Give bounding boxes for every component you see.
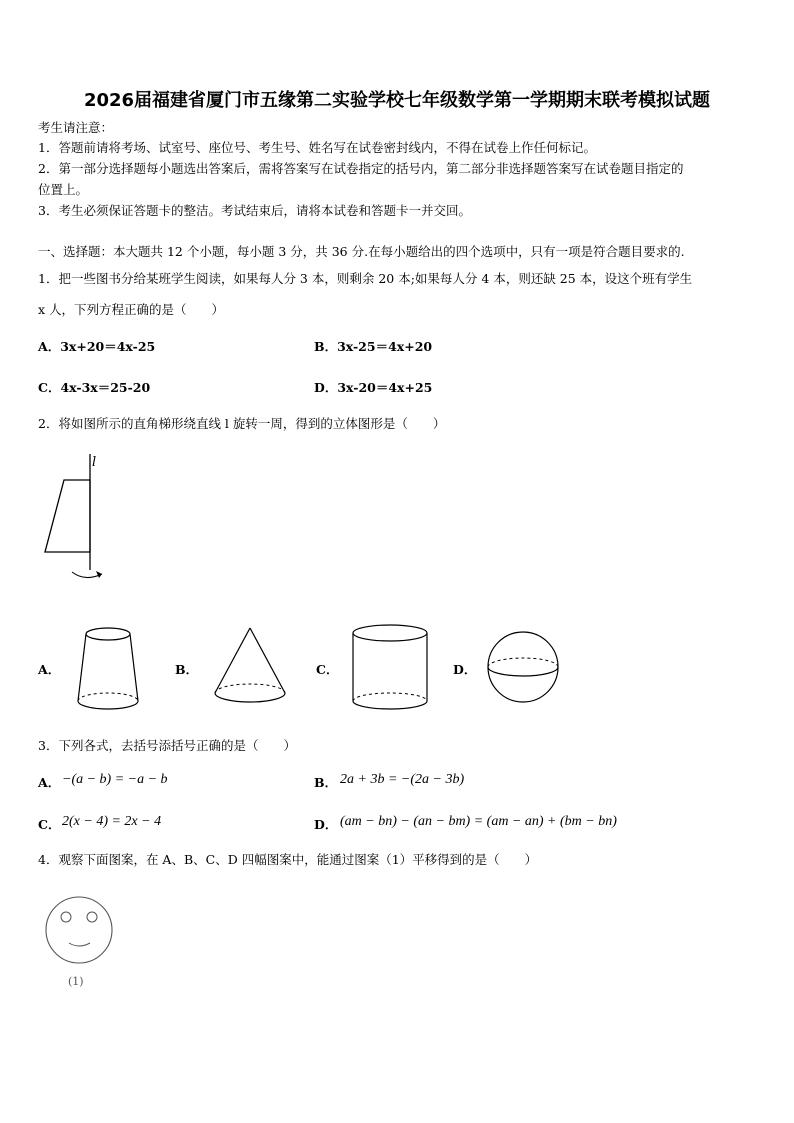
section-heading: 一、选择题：本大题共 12 个小题，每小题 3 分，共 36 分.在每小题给出的四个选项中，只有一项是符合题目要求的. bbox=[38, 244, 685, 259]
question-3-option-a-label: A． bbox=[38, 775, 61, 790]
question-3-stem: 3．下列各式，去括号添括号正确的是（ ） bbox=[38, 738, 296, 753]
notice-item-2: 2．第一部分选择题每小题选出答案后，需将答案写在试卷指定的括号内，第二部分非选择题答案写在试卷题目指定的 bbox=[38, 161, 684, 176]
question-2-stem: 2．将如图所示的直角梯形绕直线 l 旋转一周，得到的立体图形是（ ） bbox=[38, 416, 446, 431]
question-2-option-d-label: D． bbox=[453, 662, 477, 677]
question-3-option-d-label: D． bbox=[314, 817, 338, 832]
page-title: 2026届福建省厦门市五缘第二实验学校七年级数学第一学期期末联考模拟试题 bbox=[83, 90, 711, 111]
cylinder-figure bbox=[350, 623, 430, 715]
question-1-stem-cont: x 人，下列方程正确的是（ ） bbox=[38, 302, 225, 317]
question-2-option-a-label: A． bbox=[38, 662, 61, 677]
question-3-option-b-label: B． bbox=[314, 775, 338, 790]
notice-item-3: 3．考生必须保证答题卡的整洁。考试结束后，请将本试卷和答题卡一并交回。 bbox=[38, 203, 471, 218]
question-1-option-b: B．3x-25＝4x+20 bbox=[314, 339, 433, 354]
figure-1-label: (1) bbox=[68, 975, 84, 988]
question-1-option-a: A．3x+20＝4x-25 bbox=[38, 339, 156, 354]
question-1-option-c: C．4x-3x＝25-20 bbox=[38, 380, 151, 395]
notice-item-2-cont: 位置上。 bbox=[38, 182, 89, 197]
frustum-figure bbox=[75, 625, 141, 717]
question-3-option-b: 2a + 3b = −(2a − 3b) bbox=[340, 772, 465, 787]
smiley-face-figure bbox=[44, 895, 116, 967]
question-1-option-d: D．3x-20＝4x+25 bbox=[314, 380, 433, 395]
question-2-option-b-label: B． bbox=[175, 662, 199, 677]
trapezoid-figure bbox=[40, 452, 120, 592]
question-2-option-c-label: C． bbox=[316, 662, 339, 677]
sphere-figure bbox=[486, 628, 562, 706]
cone-figure bbox=[212, 625, 288, 709]
question-1-stem: 1．把一些图书分给某班学生阅读，如果每人分 3 本，则剩余 20 本;如果每人分 4 本，则还缺 25 本，设这个班有学生 bbox=[38, 271, 693, 286]
question-3-option-d: (am − bn) − (an − bm) = (am − an) + (bm − bn) bbox=[340, 814, 617, 829]
notice-item-1: 1．答题前请将考场、试室号、座位号、考生号、姓名写在试卷密封线内，不得在试卷上作任何标记。 bbox=[38, 140, 596, 155]
question-3-option-a: −(a − b) = −a − b bbox=[62, 772, 168, 787]
axis-l-label: l bbox=[92, 455, 97, 470]
notice-heading: 考生请注意： bbox=[38, 120, 114, 135]
question-4-stem: 4．观察下面图案，在 A、B、C、D 四幅图案中，能通过图案（1）平移得到的是（ ） bbox=[38, 852, 538, 867]
question-3-option-c-label: C． bbox=[38, 817, 61, 832]
question-3-option-c: 2(x − 4) = 2x − 4 bbox=[62, 814, 162, 829]
